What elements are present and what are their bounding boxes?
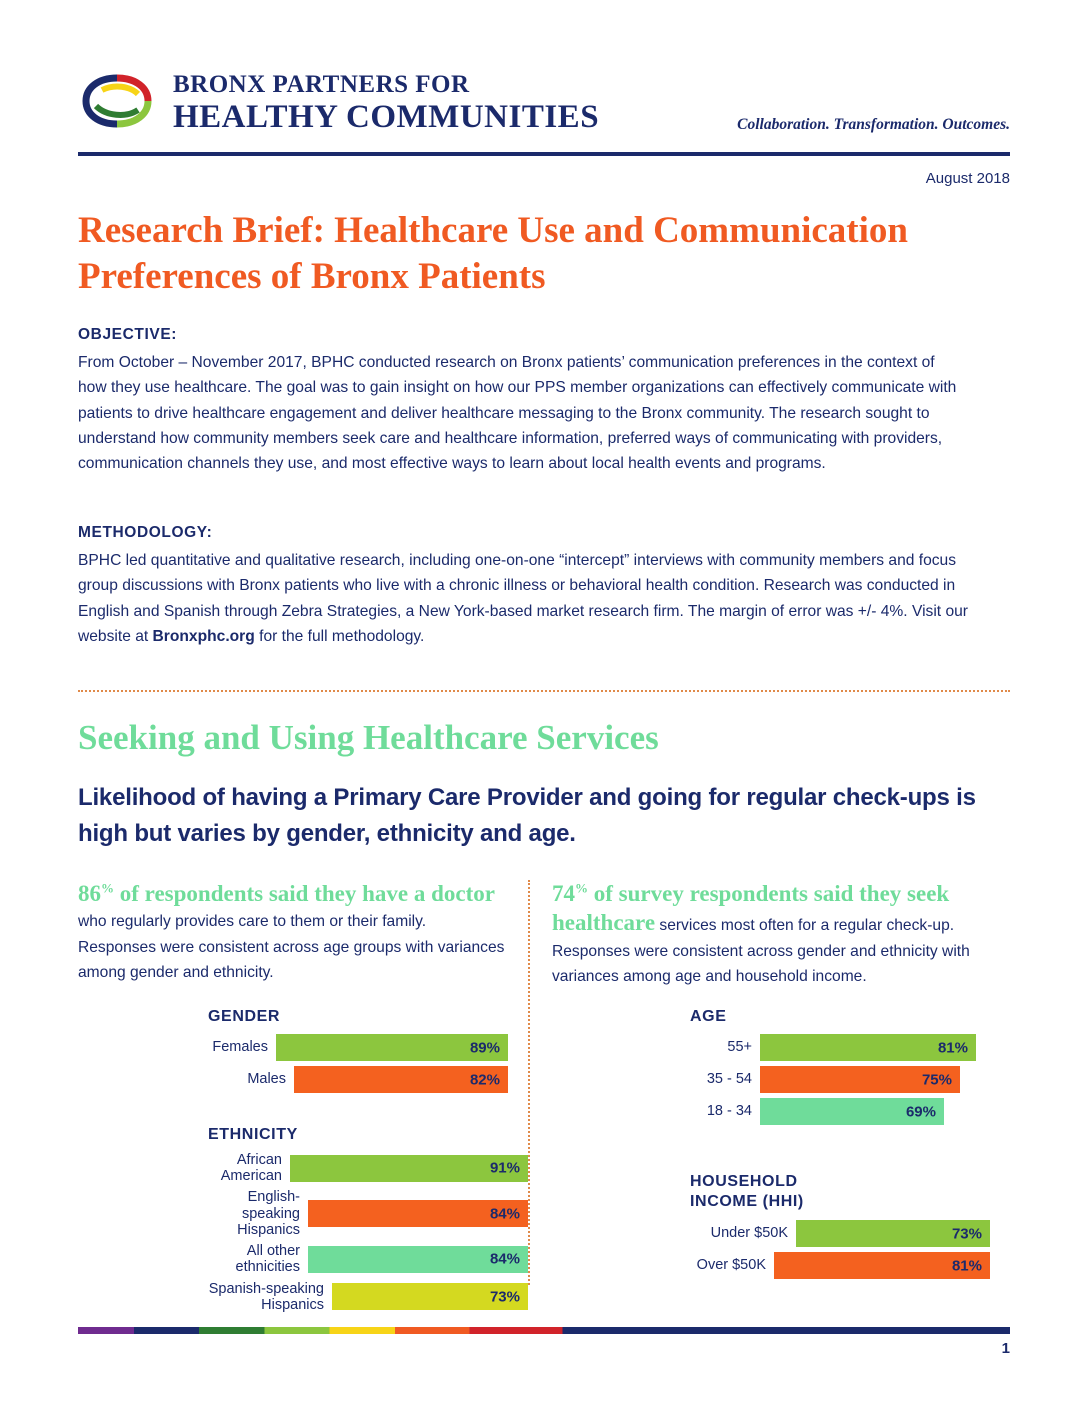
logo-line-1: BRONX PARTNERS FOR	[173, 71, 470, 98]
bar-value: 75%	[921, 1071, 952, 1088]
bar-label: African American	[220, 1152, 282, 1185]
left-lede-strong-2: doctor	[431, 881, 496, 906]
bar-track	[294, 1066, 508, 1093]
chart-age	[690, 1008, 990, 1130]
tagline: Collaboration. Transformation. Outcomes.	[737, 116, 1010, 133]
bar-value: 91%	[489, 1159, 520, 1177]
bar-label: English-speaking Hispanics	[237, 1189, 300, 1238]
bar-value: 84%	[489, 1250, 520, 1268]
bar-fill	[308, 1246, 528, 1273]
bar-fill	[760, 1066, 960, 1093]
bar-value: 73%	[489, 1288, 520, 1306]
bar-value: 69%	[905, 1103, 936, 1120]
bar-label: Females	[212, 1039, 268, 1056]
page-number: 1	[1001, 1340, 1010, 1357]
bar-value: 81%	[937, 1039, 968, 1056]
bar-track	[760, 1066, 960, 1093]
bar-value: 81%	[951, 1257, 982, 1274]
bar-row	[208, 1243, 528, 1275]
bar-row	[208, 1152, 528, 1184]
methodology-text-before: BPHC led quantitative and qualitative research, including one-on-one “intercept” interviews with community members and focus group discussions with Bronx patients who live with a chronic illness or behavioral health condition. Research was conducted in English and Spanish through Zebra Strategies, a New York-based market research firm. The margin of error was +/- 4%. Visit our website at	[78, 552, 968, 645]
bar-fill	[796, 1220, 990, 1247]
bar-value: 82%	[469, 1071, 500, 1088]
left-stat: 86%	[78, 880, 114, 906]
section-heading: Seeking and Using Healthcare Services	[78, 718, 659, 757]
bar-track	[774, 1252, 990, 1279]
left-lede-rest: who regularly provides care to them or their family. Responses were consistent across age groups with variances among gender and ethnicity.	[78, 913, 505, 981]
header-divider	[78, 152, 1010, 156]
bar-label: 18 - 34	[706, 1103, 752, 1120]
organization-name	[173, 72, 599, 135]
bar-row	[208, 1189, 528, 1238]
methodology-section	[78, 524, 970, 649]
bar-label: Under $50K	[710, 1225, 788, 1242]
chart-gender	[208, 1008, 508, 1098]
bar-track	[276, 1034, 508, 1061]
methodology-text-after: for the full methodology.	[254, 627, 425, 645]
bar-label: Spanish-speaking Hispanics	[208, 1280, 324, 1313]
bar-fill	[332, 1283, 528, 1310]
bar-row	[690, 1220, 990, 1247]
column-divider	[528, 880, 530, 1285]
bar-fill	[760, 1034, 976, 1061]
right-column-lede	[552, 880, 1010, 989]
page-title: Research Brief: Healthcare Use and Communication Preferences of Bronx Patients	[78, 210, 908, 297]
publication-date: August 2018	[925, 170, 1010, 187]
bar-row	[690, 1034, 990, 1061]
bar-track	[796, 1220, 990, 1247]
bar-label: All other ethnicities	[235, 1243, 300, 1276]
bphc-logo-icon	[78, 70, 156, 132]
objective-text: From October – November 2017, BPHC conducted research on Bronx patients’ communication preferences in the context of how they use healthcare. The goal was to gain insight on how our PPS member organizations can effectively communicate with patients to drive healthcare engagement and deliver healthcare messaging to the Bronx community. The research sought to understand how community members seek care and healthcare information, preferred ways of communicating with providers, communication channels they use, and most effective ways to learn about local health events and programs.	[78, 354, 957, 472]
bar-track	[760, 1034, 976, 1061]
chart-ethnicity	[208, 1126, 528, 1318]
bar-row	[208, 1281, 528, 1313]
bar-row	[690, 1252, 990, 1279]
section-divider	[78, 690, 1010, 692]
methodology-label: METHODOLOGY:	[78, 524, 213, 541]
logo-line-2: HEALTHY COMMUNITIES	[173, 99, 600, 136]
right-stat: 74%	[552, 880, 588, 906]
left-column	[78, 880, 520, 1313]
objective-label: OBJECTIVE:	[78, 326, 178, 343]
bar-value: 89%	[469, 1039, 500, 1056]
bar-fill	[294, 1066, 508, 1093]
chart-household-income-title	[690, 1172, 990, 1212]
right-column	[552, 880, 1010, 1274]
left-column-lede	[78, 880, 508, 985]
bar-track	[290, 1155, 528, 1182]
bar-track	[308, 1200, 528, 1227]
bar-track	[332, 1283, 528, 1310]
section-subheading: Likelihood of having a Primary Care Provider and going for regular check-ups is high but varies by gender, ethnicity and age.	[78, 784, 976, 848]
bar-row	[208, 1034, 508, 1061]
chart-age-title: AGE	[690, 1008, 727, 1025]
chart-hhi-title-line2: INCOME (HHI)	[690, 1193, 804, 1210]
chart-household-income	[690, 1172, 990, 1284]
bar-fill	[760, 1098, 944, 1125]
bar-label: 55+	[727, 1039, 752, 1056]
bar-track	[760, 1098, 944, 1125]
bar-row	[690, 1066, 990, 1093]
right-lede-strong: of survey respondents said they seek	[588, 881, 950, 906]
bar-value: 73%	[951, 1225, 982, 1242]
bar-label: Over $50K	[696, 1257, 766, 1274]
chart-hhi-title-line1: HOUSEHOLD	[690, 1173, 798, 1190]
bar-fill	[774, 1252, 990, 1279]
chart-ethnicity-title: ETHNICITY	[208, 1126, 298, 1143]
bar-fill	[308, 1200, 528, 1227]
bar-value: 84%	[489, 1205, 520, 1223]
right-lede-rest: services most often for a regular check-up. Responses were consistent across gender and ethnicity with variances among age and household income.	[552, 917, 970, 985]
bar-track	[308, 1246, 528, 1273]
bar-row	[208, 1066, 508, 1093]
right-lede-strong-2: healthcare	[552, 910, 656, 936]
chart-gender-title: GENDER	[208, 1008, 281, 1025]
left-lede-strong: of respondents said they have a	[114, 881, 432, 906]
bar-row	[690, 1098, 990, 1125]
bar-label: 35 - 54	[706, 1071, 752, 1088]
document-header	[78, 60, 1010, 155]
footer-color-bar	[78, 1327, 1010, 1334]
bar-fill	[290, 1155, 528, 1182]
methodology-text	[78, 548, 970, 649]
bar-fill	[276, 1034, 508, 1061]
bphc-website-link[interactable]: Bronxphc.org	[152, 627, 255, 645]
bar-label: Males	[247, 1071, 286, 1088]
objective-section	[78, 326, 958, 476]
